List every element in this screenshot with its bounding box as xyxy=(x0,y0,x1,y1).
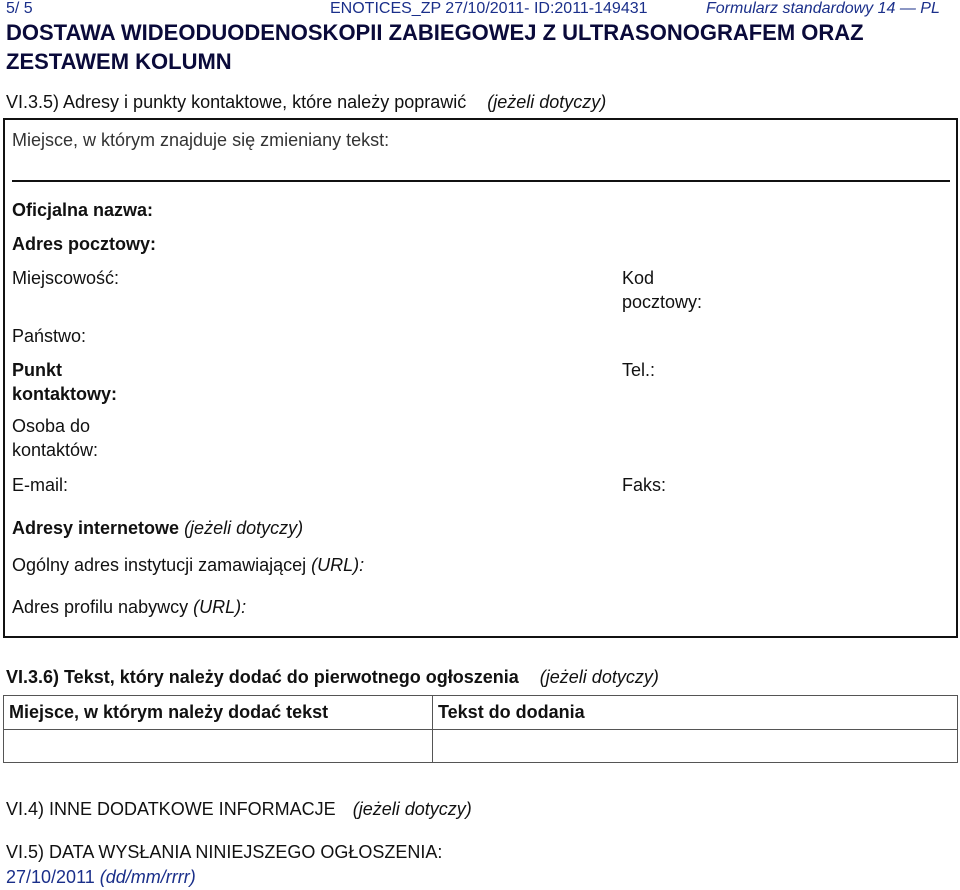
section-635-heading xyxy=(6,92,606,113)
phone-label: Tel.: xyxy=(622,360,656,380)
section-635-optional: (jeżeli dotyczy) xyxy=(487,92,607,112)
postcode-label-1: Kod xyxy=(622,268,655,288)
city-label: Miejscowość: xyxy=(12,268,120,288)
internet-addresses-label: Adresy internetowe xyxy=(12,518,180,538)
table-cell-text xyxy=(432,729,958,763)
page-number: 5/ 5 xyxy=(6,0,33,17)
buyer-profile-suffix: (URL): xyxy=(193,597,247,617)
official-name-label: Oficjalna nazwa: xyxy=(12,200,154,220)
buyer-profile-row xyxy=(12,597,246,618)
fax-label: Faks: xyxy=(622,475,667,495)
postal-address-label: Adres pocztowy: xyxy=(12,234,157,254)
country-label: Państwo: xyxy=(12,326,87,346)
contact-person-label-1: Osoba do xyxy=(12,416,91,436)
internet-addresses-optional: (jeżeli dotyczy) xyxy=(184,518,304,538)
changed-text-place-label: Miejsce, w którym znajduje się zmieniany tekst: xyxy=(12,130,390,150)
table-cell-place xyxy=(3,729,433,763)
section-64-title: VI.4) INNE DODATKOWE INFORMACJE xyxy=(6,799,336,819)
date-format: (dd/mm/rrrr) xyxy=(99,867,196,887)
title-line-2: ZESTAWEM KOLUMN xyxy=(6,49,232,74)
internet-addresses-heading xyxy=(12,518,303,539)
table-header-place-label: Miejsce, w którym należy dodać tekst xyxy=(9,702,329,722)
section-64-heading xyxy=(6,799,472,820)
section-636-optional: (jeżeli dotyczy) xyxy=(539,667,659,687)
notice-id: ENOTICES_ZP 27/10/2011- ID:2011-149431 xyxy=(330,0,648,17)
separator-line xyxy=(12,180,950,182)
section-64-optional: (jeżeli dotyczy) xyxy=(352,799,472,819)
dispatch-date-row xyxy=(6,867,196,888)
form-name: Formularz standardowy 14 — PL xyxy=(706,0,940,17)
contact-point-label-2: kontaktowy: xyxy=(12,384,118,404)
section-635-title: VI.3.5) Adresy i punkty kontaktowe, które należy poprawić xyxy=(6,92,467,112)
table-header-text xyxy=(432,695,958,730)
section-636-heading xyxy=(6,667,659,688)
email-label: E-mail: xyxy=(12,475,69,495)
general-url-row xyxy=(12,555,364,576)
contact-person-label-2: kontaktów: xyxy=(12,440,99,460)
dispatch-date: 27/10/2011 xyxy=(6,867,95,887)
buyer-profile-label: Adres profilu nabywcy xyxy=(12,597,189,617)
postcode-label-2: pocztowy: xyxy=(622,292,703,312)
general-url-suffix: (URL): xyxy=(311,555,365,575)
table-header-place xyxy=(3,695,433,730)
contact-point-label-1: Punkt xyxy=(12,360,63,380)
general-url-label: Ogólny adres instytucji zamawiającej xyxy=(12,555,307,575)
section-636-title: VI.3.6) Tekst, który należy dodać do pierwotnego ogłoszenia xyxy=(6,667,519,687)
section-65-title: VI.5) DATA WYSŁANIA NINIEJSZEGO OGŁOSZENIA: xyxy=(6,842,443,862)
title-line-1: DOSTAWA WIDEODUODENOSKOPII ZABIEGOWEJ Z ULTRASONOGRAFEM ORAZ xyxy=(6,20,864,45)
table-header-text-label: Tekst do dodania xyxy=(438,702,585,722)
